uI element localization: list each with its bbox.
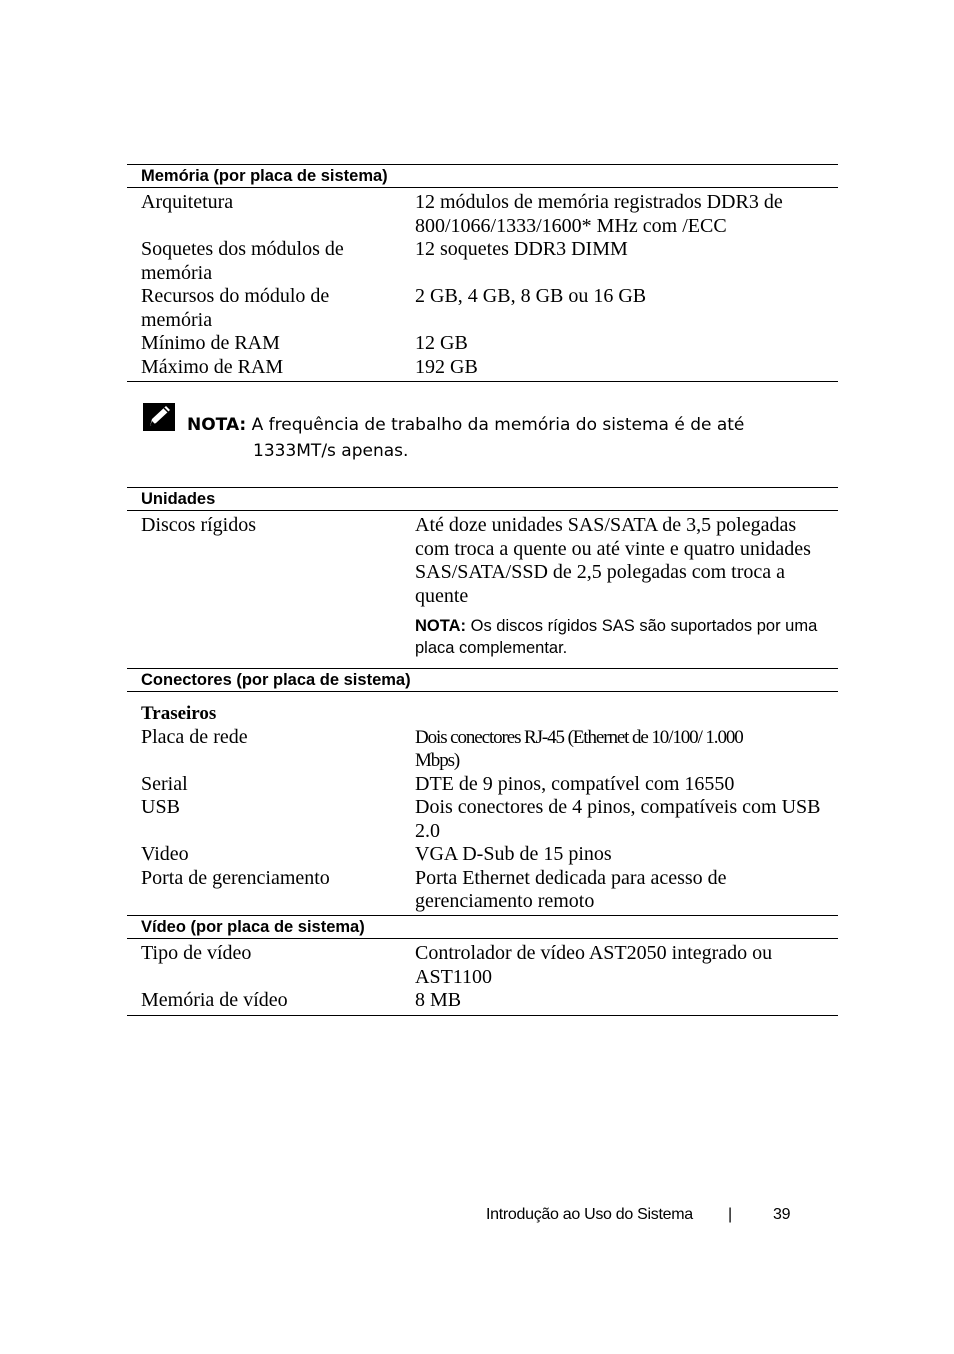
memory-table-body bbox=[127, 188, 838, 382]
note-label: NOTA: bbox=[187, 415, 247, 435]
table-row bbox=[141, 796, 838, 843]
row-value: Porta Ethernet dedicada para acesso de gerenciamento remoto bbox=[415, 866, 727, 912]
drives-inner-note bbox=[415, 616, 825, 659]
table-row bbox=[141, 989, 838, 1013]
inner-note-label: NOTA: bbox=[415, 617, 467, 635]
row-value: 12 módulos de memória registrados DDR3 de 800/1066/1333/1600* MHz com /ECC bbox=[415, 191, 783, 237]
connectors-table-body bbox=[127, 692, 838, 916]
drives-table-header: Unidades bbox=[127, 487, 838, 511]
table-row bbox=[141, 514, 838, 659]
row-label: Serial bbox=[141, 772, 188, 795]
connectors-table bbox=[127, 668, 838, 916]
row-value: 8 MB bbox=[415, 989, 462, 1011]
row-value bbox=[415, 514, 825, 659]
row-value: VGA D-Sub de 15 pinos bbox=[415, 843, 612, 865]
row-label: Recursos do módulo de memória bbox=[141, 285, 330, 331]
memory-table-header: Memória (por placa de sistema) bbox=[127, 164, 838, 188]
table-row bbox=[141, 191, 838, 238]
table-row bbox=[141, 867, 838, 914]
table-row bbox=[141, 773, 838, 797]
table-row bbox=[141, 285, 838, 332]
table-row bbox=[141, 356, 838, 380]
video-table-body bbox=[127, 939, 838, 1016]
table-row bbox=[141, 332, 838, 356]
row-label: Video bbox=[141, 843, 189, 865]
inner-note-text: Os discos rígidos SAS são suportados por uma placa complementar. bbox=[415, 617, 818, 657]
connectors-subheader: Traseiros bbox=[141, 703, 217, 724]
row-value: Controlador de vídeo AST2050 integrado ou AST1100 bbox=[415, 942, 773, 988]
row-value: 12 soquetes DDR3 DIMM bbox=[415, 238, 628, 260]
row-value: 2 GB, 4 GB, 8 GB ou 16 GB bbox=[415, 285, 647, 307]
row-label: Discos rígidos bbox=[141, 514, 256, 536]
row-value: 12 GB bbox=[415, 332, 468, 354]
memory-table bbox=[127, 164, 838, 382]
note-text-line1: A frequência de trabalho da memória do sistema é de até bbox=[251, 415, 745, 435]
row-value-text: Até doze unidades SAS/SATA de 3,5 polegadas com troca a quente ou até vinte e quatro unidades SAS/SATA/SSD de 2,5 polegadas com troca a quente bbox=[415, 514, 811, 607]
row-value: Dois conectores RJ-45 (Ethernet de 10/100/ 1.000 Mbps) bbox=[415, 726, 743, 771]
row-label: Porta de gerenciamento bbox=[141, 866, 330, 889]
row-label: Soquetes dos módulos de memória bbox=[141, 238, 344, 284]
note-text bbox=[187, 412, 827, 464]
drives-table-body bbox=[127, 511, 838, 669]
connectors-table-header: Conectores (por placa de sistema) bbox=[127, 668, 838, 692]
row-label: Placa de rede bbox=[141, 725, 248, 748]
page-number: 39 bbox=[773, 1206, 791, 1223]
drives-table bbox=[127, 487, 838, 669]
table-row bbox=[141, 942, 838, 989]
row-label: Mínimo de RAM bbox=[141, 332, 280, 354]
table-row bbox=[141, 726, 838, 773]
row-label: USB bbox=[141, 796, 180, 818]
footer-title: Introdução ao Uso do Sistema bbox=[486, 1206, 693, 1223]
row-value: DTE de 9 pinos, compatível com 16550 bbox=[415, 772, 735, 795]
note-pencil-icon bbox=[142, 402, 176, 432]
row-label: Tipo de vídeo bbox=[141, 942, 252, 964]
table-row bbox=[141, 843, 838, 867]
row-label: Máximo de RAM bbox=[141, 355, 284, 378]
footer-separator: | bbox=[728, 1206, 732, 1223]
row-value: 192 GB bbox=[415, 355, 478, 378]
row-label: Memória de vídeo bbox=[141, 989, 288, 1011]
video-table-header: Vídeo (por placa de sistema) bbox=[127, 915, 838, 939]
note-text-line2: 1333MT/s apenas. bbox=[253, 441, 409, 461]
row-label: Arquitetura bbox=[141, 191, 234, 213]
table-row bbox=[141, 238, 838, 285]
video-table bbox=[127, 915, 838, 1016]
row-value: Dois conectores de 4 pinos, compatíveis com USB 2.0 bbox=[415, 796, 821, 842]
